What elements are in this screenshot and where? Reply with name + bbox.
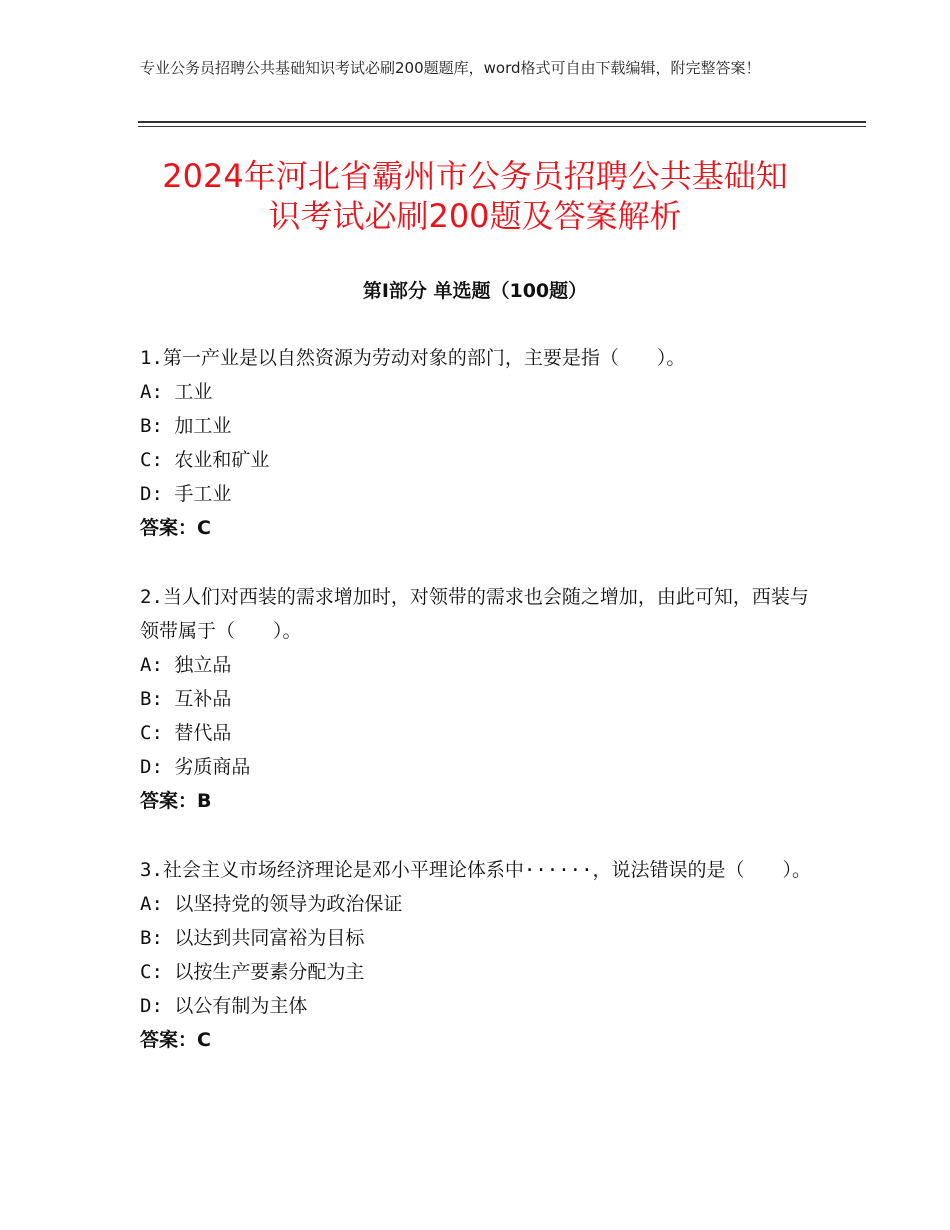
- option-d: D: 以公有制为主体: [140, 995, 308, 1017]
- option-d: D: 手工业: [140, 483, 232, 505]
- header-rule-thick: [138, 121, 866, 123]
- document-title: [100, 156, 850, 236]
- option-d: D: 劣质商品: [140, 756, 251, 778]
- option-a: A: 以坚持党的领导为政治保证: [140, 893, 403, 915]
- question-1: [140, 341, 820, 545]
- option-b: B: 互补品: [140, 688, 232, 710]
- header-note: 专业公务员招聘公共基础知识考试必刷200题题库，word格式可自由下载编辑，附完整答案！: [140, 59, 761, 77]
- option-c: C: 以按生产要素分配为主: [140, 961, 365, 983]
- option-a: A: 独立品: [140, 654, 232, 676]
- header-rule-thin: [138, 126, 866, 127]
- question-stem: 2.当人们对西装的需求增加时，对领带的需求也会随之增加，由此可知，西装与领带属于（ ）。: [140, 586, 809, 642]
- title-line-1: 2024年河北省霸州市公务员招聘公共基础知: [162, 157, 788, 195]
- question-stem: 1.第一产业是以自然资源为劳动对象的部门，主要是指（ ）。: [140, 347, 686, 369]
- question-2: [140, 580, 820, 818]
- option-c: C: 替代品: [140, 722, 232, 744]
- section-heading: 第Ⅰ部分 单选题（100题）: [362, 280, 588, 302]
- question-3: [140, 853, 820, 1057]
- answer: 答案：B: [140, 790, 212, 812]
- option-c: C: 农业和矿业: [140, 449, 270, 471]
- option-b: B: 以达到共同富裕为目标: [140, 927, 365, 949]
- answer: 答案：C: [140, 1029, 211, 1051]
- title-line-2: 识考试必刷200题及答案解析: [268, 197, 682, 235]
- question-stem: 3.社会主义市场经济理论是邓小平理论体系中······，说法错误的是（ ）。: [140, 859, 812, 881]
- option-a: A: 工业: [140, 381, 213, 403]
- option-b: B: 加工业: [140, 415, 232, 437]
- answer: 答案：C: [140, 517, 211, 539]
